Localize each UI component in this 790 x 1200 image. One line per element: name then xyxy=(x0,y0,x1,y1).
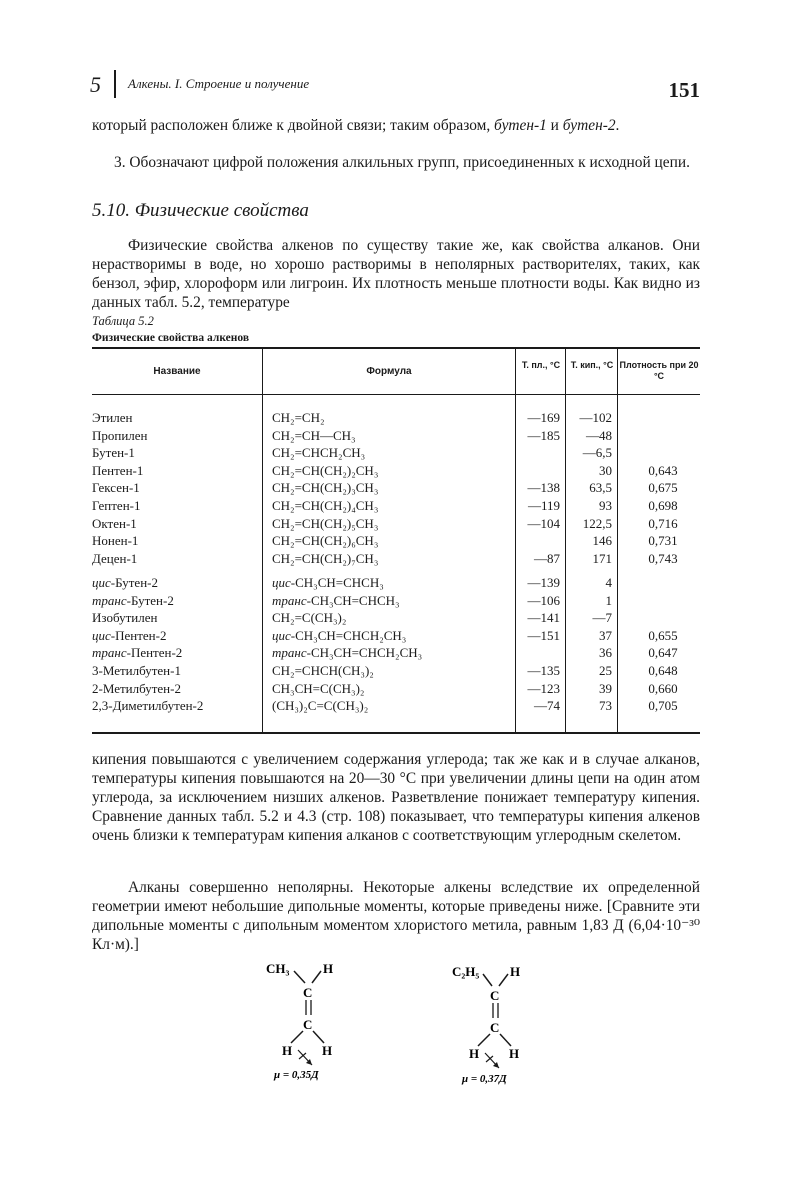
cell-formula: CH₂=CH₂ xyxy=(272,410,325,425)
col-header-density: Плотность при 20 °C xyxy=(619,360,699,381)
cell-tb: 171 xyxy=(592,550,612,566)
intro-term-1: бутен-1 xyxy=(494,117,547,134)
cell-tm: —185 xyxy=(527,427,560,443)
section-paragraph-1: Физические свойства алкенов по существу такие же, как свойства алканов. Они нерастворимы в воде, но хорошо растворимы в неполярных растворителях, таких, как бензол, эфир, хлороформ или лигроин. Их плотность меньше плотности воды. Как видно из данных табл. 5.2, температуре xyxy=(92,237,700,311)
cell-tm: —119 xyxy=(527,498,560,513)
intro-text-end: . xyxy=(615,117,620,134)
cell-name: цис-Пентен-2 xyxy=(92,627,167,643)
cell-density: 0,655 xyxy=(648,627,678,643)
cell-density: 0,698 xyxy=(648,498,678,513)
cell-name: 3-Метилбутен-1 xyxy=(92,663,181,678)
col-header-tm: Т. пл., °C xyxy=(521,360,561,370)
table-header-rule xyxy=(92,394,700,395)
cell-formula: CH₂=CHCH₂CH₃ xyxy=(272,445,366,461)
cell-name: цис-Бутен-2 xyxy=(92,575,158,590)
cell-formula: CH₂=CH(CH₂)₆CH₃ xyxy=(272,533,379,549)
table-col-divider-4 xyxy=(617,348,618,732)
cell-formula: (CH₃)₂C=C(CH₃)₂ xyxy=(272,698,369,714)
cell-density: 0,647 xyxy=(648,645,678,661)
cell-name: Гептен-1 xyxy=(92,498,141,513)
intro-paragraph xyxy=(92,116,700,135)
cell-density: 0,643 xyxy=(648,462,678,478)
bond-line xyxy=(313,1031,324,1043)
table-caption: Таблица 5.2 xyxy=(92,314,154,328)
cell-tm: —139 xyxy=(527,575,560,590)
group-label: CH₃ xyxy=(266,961,290,976)
col-header-name: Название xyxy=(153,366,201,377)
cell-formula: CH₂=CH(CH₂)₅CH₃ xyxy=(272,515,379,531)
h-left-label: H xyxy=(282,1043,293,1058)
cell-tb: 36 xyxy=(599,645,612,661)
cell-formula: транс-CH₃CH=CHCH₂CH₃ xyxy=(272,645,423,661)
cell-tm: —87 xyxy=(534,550,560,566)
chapter-title: Алкены. I. Строение и получение xyxy=(128,76,310,91)
bond-line xyxy=(499,974,508,986)
cell-density: 0,648 xyxy=(648,663,678,678)
section-title: 5.10. Физические свойства xyxy=(92,200,309,221)
h-top-label: H xyxy=(323,961,334,976)
cell-formula: CH₃CH=C(CH₃)₂ xyxy=(272,680,365,696)
cell-density: 0,660 xyxy=(648,680,678,696)
cell-formula: CH₂=CH(CH₂)₂CH₃ xyxy=(272,462,379,478)
page-number: 151 xyxy=(668,78,700,102)
cell-tb: 122,5 xyxy=(582,515,612,531)
h-right-label: H xyxy=(322,1043,333,1058)
cell-name: Нонен-1 xyxy=(92,533,139,549)
cell-formula: CH₂=CHCH(CH₃)₂ xyxy=(272,663,374,678)
cell-tm: —74 xyxy=(534,698,560,714)
h-top-label: H xyxy=(510,964,521,979)
cell-name: Октен-1 xyxy=(92,515,137,531)
cell-tb: 30 xyxy=(599,462,612,478)
intro-text-mid: и xyxy=(546,117,563,134)
cell-tb: 25 xyxy=(599,663,612,678)
cell-tb: —6,5 xyxy=(582,445,612,461)
intro-term-2: бутен-2 xyxy=(562,117,616,134)
bond-line xyxy=(478,1034,490,1046)
cell-name: Децен-1 xyxy=(92,550,138,566)
cell-tm: —151 xyxy=(527,627,560,643)
running-header xyxy=(90,70,700,104)
cell-tb: 63,5 xyxy=(589,480,612,496)
c-bottom-label: C xyxy=(303,1017,313,1032)
cell-tb: 73 xyxy=(599,698,612,714)
cell-tb: —7 xyxy=(592,610,612,626)
header-divider xyxy=(114,70,116,98)
cell-tb: 93 xyxy=(599,498,612,513)
cell-name: Пропилен xyxy=(92,427,148,443)
bond-line xyxy=(312,971,321,983)
butene-dipole-diagram xyxy=(440,958,570,1088)
cell-density: 0,743 xyxy=(648,550,678,566)
h-right-label: H xyxy=(509,1046,520,1061)
cell-tm: —138 xyxy=(527,480,560,496)
cell-tb: 37 xyxy=(599,627,612,643)
propylene-structure xyxy=(250,955,370,1085)
rule-item-3: 3. Обозначают цифрой положения алкильных групп, присоединенных к исходной цепи. xyxy=(114,154,690,171)
cell-tb: 146 xyxy=(592,533,612,549)
cell-density: 0,705 xyxy=(648,698,678,714)
col-header-formula: Формула xyxy=(366,366,412,377)
table-col-divider-1 xyxy=(262,348,263,732)
cell-formula: CH₂=CH—CH₃ xyxy=(272,427,356,443)
cell-tm: —169 xyxy=(527,410,560,425)
cell-name: транс-Бутен-2 xyxy=(92,592,174,608)
chapter-number: 5 xyxy=(90,72,101,97)
table-bottom-rule xyxy=(92,732,700,734)
cell-formula: CH₂=CH(CH₂)₄CH₃ xyxy=(272,498,379,513)
cell-name: 2-Метилбутен-2 xyxy=(92,680,181,696)
col-header-tb: Т. кип., °C xyxy=(570,360,614,370)
section-paragraph-2: кипения повышаются с увеличением содержания углерода; так же как и в случае алканов, температуры кипения повышаются на 20—30 °C при увеличении длины цепи на один атом углерода, за исключением низших алкенов. Разветвление понижает температуру кипения. Сравнение данных табл. 5.2 и 4.3 (стр. 108) показывает, что температуры кипения алкенов очень близки к температурам кипения алканов с соответствующим углеродным скелетом. xyxy=(92,751,700,844)
cell-tm: —104 xyxy=(527,515,560,531)
cell-tb: 39 xyxy=(599,680,612,696)
cell-density: 0,716 xyxy=(648,515,678,531)
cell-formula: транс-CH₃CH=CHCH₃ xyxy=(272,592,400,608)
cell-tm: —123 xyxy=(527,680,560,696)
h-left-label: H xyxy=(469,1046,480,1061)
cell-formula: цис-CH₃CH=CHCH₂CH₃ xyxy=(272,627,407,643)
bond-line xyxy=(483,974,492,986)
dipole-value: μ = 0,35Д xyxy=(274,1069,319,1081)
c-bottom-label: C xyxy=(490,1020,500,1035)
cell-name: Гексен-1 xyxy=(92,480,140,496)
cell-name: Пентен-1 xyxy=(92,462,144,478)
table-top-rule xyxy=(92,347,700,349)
c-top-label: C xyxy=(303,985,313,1000)
cell-tm: —135 xyxy=(527,663,560,678)
group-label: C₂H₅ xyxy=(452,964,480,979)
bond-line xyxy=(291,1031,303,1043)
cell-name: Бутен-1 xyxy=(92,445,135,461)
cell-formula: CH₂=CH(CH₂)₇CH₃ xyxy=(272,550,379,566)
cell-tb: —102 xyxy=(579,410,612,425)
cell-tm: —141 xyxy=(527,610,560,626)
c-top-label: C xyxy=(490,988,500,1003)
cell-tb: 1 xyxy=(605,592,612,608)
cell-density: 0,731 xyxy=(648,533,678,549)
section-paragraph-3: Алканы совершенно неполярны. Некоторые алкены вследствие их определенной геометрии имеют небольшие дипольные моменты, которые приведены ниже. [Сравните эти дипольные моменты с дипольным моментом хлористого метила, равным 1,83 Д (6,04·10⁻³⁰ Кл·м).] xyxy=(92,879,700,953)
butene-structure xyxy=(440,958,570,1088)
bond-line xyxy=(294,971,305,983)
cell-name: транс-Пентен-2 xyxy=(92,645,183,661)
cell-name: Изобутилен xyxy=(92,610,158,626)
cell-formula: CH₂=C(CH₃)₂ xyxy=(272,610,347,626)
propylene-dipole-diagram xyxy=(250,955,370,1085)
cell-formula: CH₂=CH(CH₂)₃CH₃ xyxy=(272,480,379,496)
cell-formula: цис-CH₃CH=CHCH₃ xyxy=(272,575,384,590)
cell-name: Этилен xyxy=(92,410,133,425)
bond-line xyxy=(500,1034,511,1046)
cell-tb: —48 xyxy=(586,427,612,443)
dipole-value: μ = 0,37Д xyxy=(462,1073,507,1085)
cell-density: 0,675 xyxy=(648,480,678,496)
cell-tm: —106 xyxy=(527,592,560,608)
cell-tb: 4 xyxy=(605,575,612,590)
table-title: Физические свойства алкенов xyxy=(92,332,250,344)
cell-name: 2,3-Диметилбутен-2 xyxy=(92,698,204,714)
intro-text-start: который расположен ближе к двойной связи; таким образом, xyxy=(92,117,495,134)
